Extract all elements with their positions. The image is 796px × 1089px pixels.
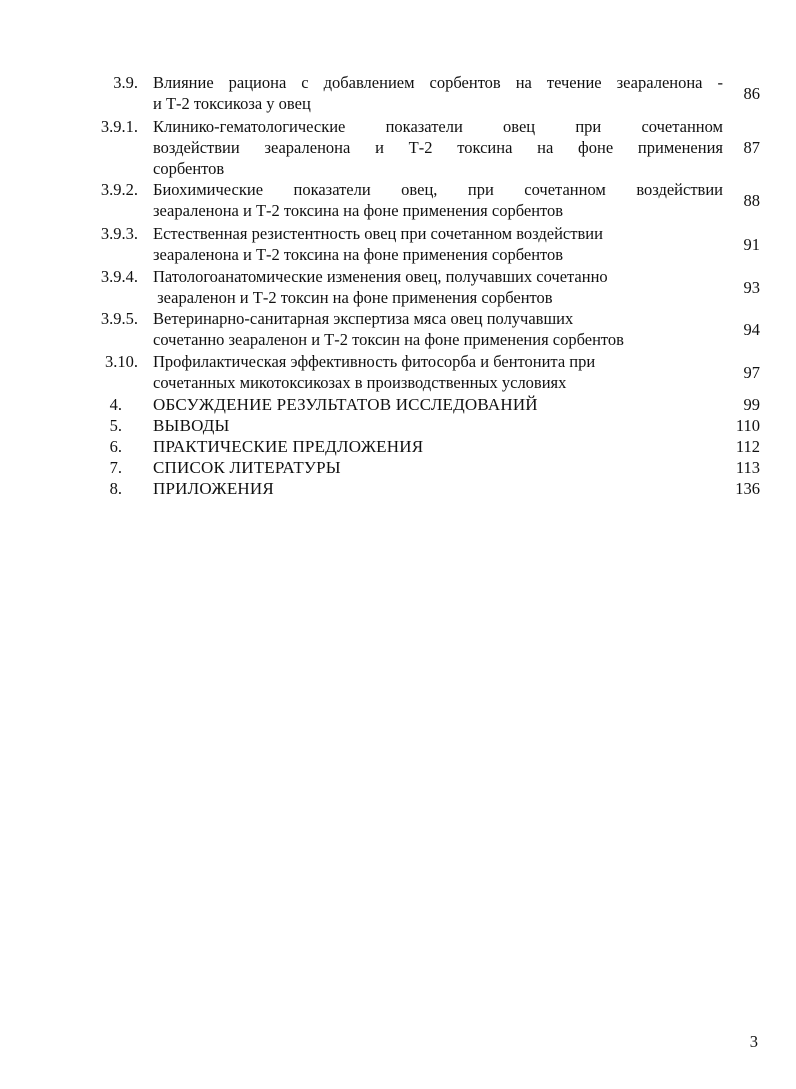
page-number: 3	[749, 1032, 758, 1051]
toc-entry-page: 86	[743, 84, 760, 103]
toc-entry-3-9-1	[0, 116, 796, 179]
toc-entry-number: 4.	[109, 395, 122, 414]
toc-entry-5	[0, 415, 796, 436]
toc-entry-3-9	[0, 72, 796, 116]
toc-entry-title: Влияние рациона с добавлением сорбентов на течение зеараленона - и Т-2 токсикоза у овец	[153, 73, 723, 113]
toc-entry-3-9-5	[0, 308, 796, 351]
toc-entry-title: Профилактическая эффективность фитосорба и бентонита при сочетанных микотоксикозах в производственных условиях	[153, 352, 596, 392]
toc-entry-page: 112	[735, 437, 760, 456]
toc-entry-title: ПРИЛОЖЕНИЯ	[153, 479, 274, 498]
toc-entry-8	[0, 478, 796, 499]
toc-entry-page: 94	[743, 320, 760, 339]
toc-entry-page: 88	[743, 191, 760, 210]
toc-entry-3-9-4	[0, 266, 796, 308]
toc-entry-number: 3.9.3.	[100, 224, 138, 243]
toc-entry-number: 3.9.4.	[100, 267, 138, 286]
toc-entry-number: 3.9.	[113, 73, 138, 92]
toc-entry-title: Ветеринарно-санитарная экспертиза мяса овец получавших сочетанно зеараленон и Т-2 токсин на фоне применения сорбентов	[153, 309, 624, 349]
toc-entry-page: 93	[743, 278, 760, 297]
toc-entry-title: ВЫВОДЫ	[153, 416, 230, 435]
toc-entry-number: 3.9.5.	[100, 309, 138, 328]
toc-entry-3-10	[0, 351, 796, 394]
toc-entry-title: ПРАКТИЧЕСКИЕ ПРЕДЛОЖЕНИЯ	[153, 437, 424, 456]
toc-entry-3-9-3	[0, 223, 796, 266]
table-of-contents	[0, 72, 796, 499]
toc-entry-page: 97	[743, 363, 760, 382]
toc-entry-number: 7.	[109, 458, 122, 477]
toc-entry-6	[0, 436, 796, 457]
toc-entry-title: ОБСУЖДЕНИЕ РЕЗУЛЬТАТОВ ИССЛЕДОВАНИЙ	[153, 395, 538, 414]
toc-entry-number: 6.	[109, 437, 122, 456]
toc-entry-page: 91	[743, 235, 760, 254]
toc-entry-number: 8.	[109, 479, 122, 498]
toc-entry-number: 3.9.2.	[100, 180, 138, 199]
toc-entry-page: 136	[735, 479, 760, 498]
toc-entry-title: Патологоанатомические изменения овец, получавших сочетанно зеараленон и Т-2 токсин на фоне применения сорбентов	[153, 267, 608, 307]
toc-entry-title: СПИСОК ЛИТЕРАТУРЫ	[153, 458, 341, 477]
toc-entry-title: Естественная резистентность овец при сочетанном воздействии зеараленона и Т-2 токсина на фоне применения сорбентов	[153, 224, 603, 264]
toc-entry-page: 87	[743, 138, 760, 157]
toc-entry-3-9-2	[0, 179, 796, 223]
toc-entry-7	[0, 457, 796, 478]
toc-entry-title: Биохимические показатели овец, при сочетанном воздействии зеараленона и Т-2 токсина на фоне применения сорбентов	[153, 180, 723, 220]
toc-entry-title: Клинико-гематологические показатели овец при сочетанном воздействии зеараленона и Т-2 токсина на фоне применения сорбентов	[153, 117, 723, 178]
toc-entry-number: 3.10.	[105, 352, 138, 371]
toc-entry-page: 110	[735, 416, 760, 435]
toc-entry-number: 5.	[109, 416, 122, 435]
toc-entry-4	[0, 394, 796, 415]
toc-entry-number: 3.9.1.	[100, 117, 138, 136]
toc-entry-page: 99	[743, 395, 760, 414]
toc-entry-page: 113	[735, 458, 760, 477]
